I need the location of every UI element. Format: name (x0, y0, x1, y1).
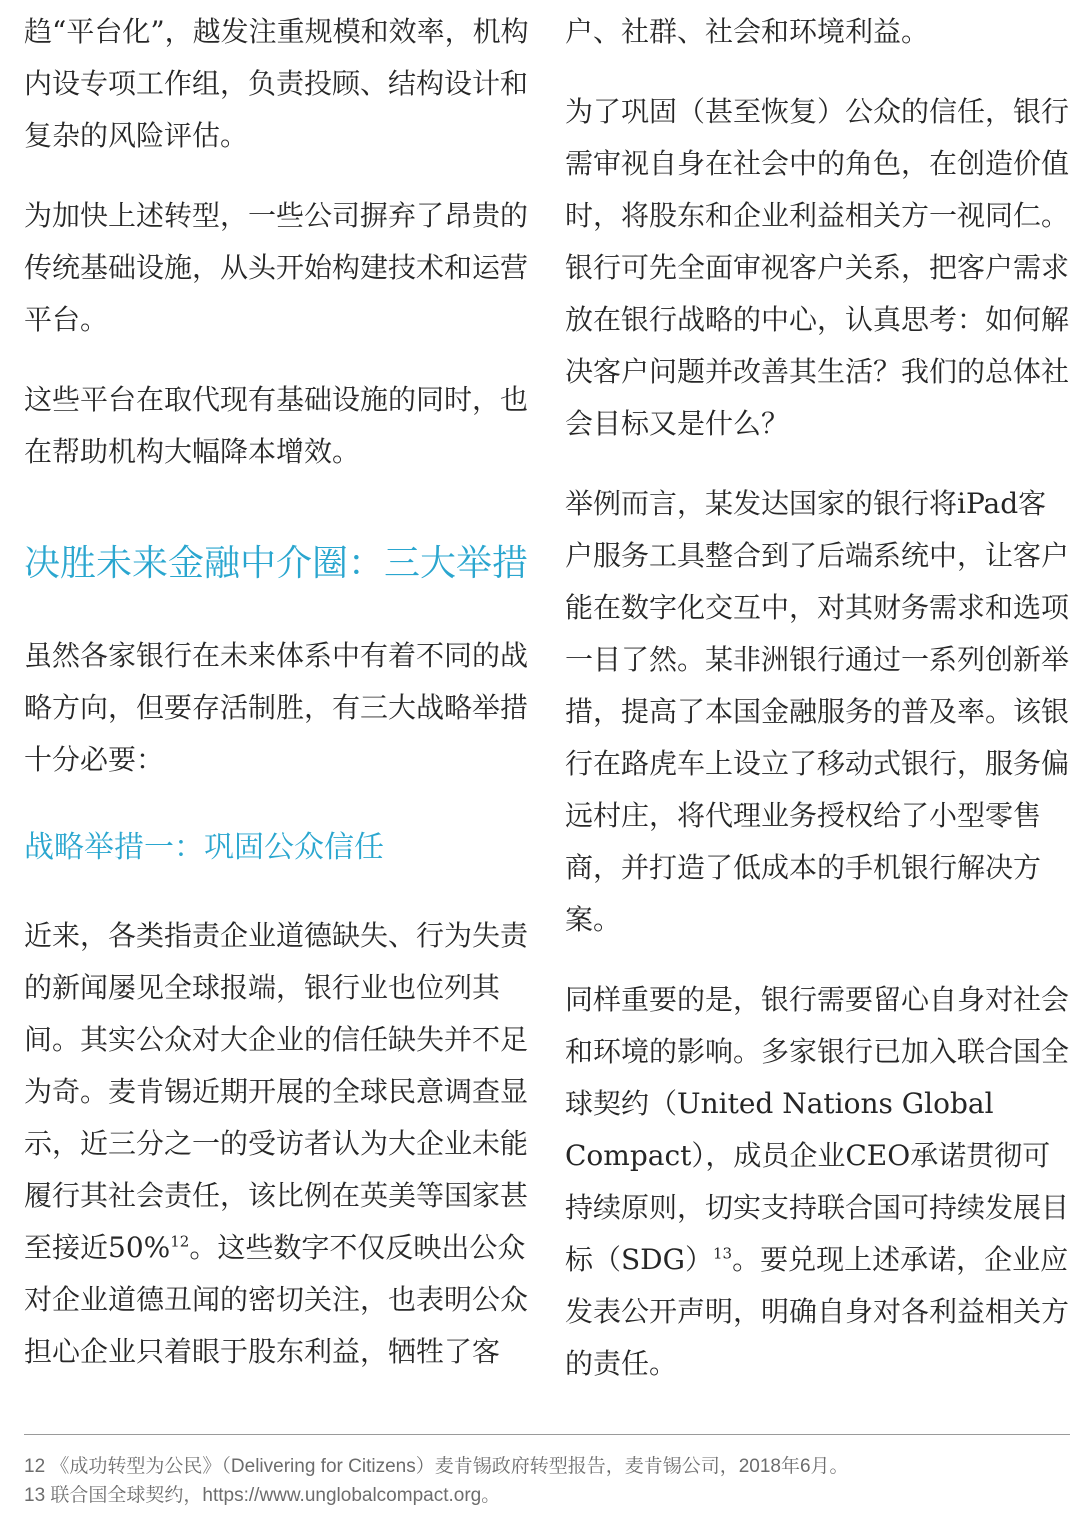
paragraph: 举例而言，某发达国家的银行将iPad客户服务工具整合到了后端系统中，让客户能在数字化交互中，对其财务需求和选项一目了然。某非洲银行通过一系列创新举措，提高了本国金融服务的普及率。该银行在路虎车上设立了移动式银行，服务偏远村庄，将代理业务授权给了小型零售商，并打造了低成本的手机银行解决方案。 (565, 487, 1070, 936)
footnote-ref-13[interactable]: 13 (713, 1244, 733, 1263)
paragraph (565, 974, 1070, 1390)
paragraph-text: 。这些数字不仅反映出公众对企业道德丑闻的密切关注，也表明公众担心企业只着眼于股东利益，牺牲了客 (24, 1231, 529, 1368)
paragraph-text: 。要兑现上述承诺，企业应发表公开声明，明确自身对各利益相关方的责任。 (565, 1243, 1070, 1380)
footnotes (24, 1452, 1070, 1510)
paragraph-text: 同样重要的是，银行需要留心自身对社会和环境的影响。多家银行已加入联合国全球契约（United Nations Global Compact），成员企业CEO承诺贯彻可持续原则，切实支持联合国可持续发展目标（SDG） (565, 983, 1070, 1276)
left-column (24, 0, 534, 1406)
paragraph: 为加快上述转型，一些公司摒弃了昂贵的传统基础设施，从头开始构建技术和运营平台。 (24, 199, 529, 336)
paragraph: 虽然各家银行在未来体系中有着不同的战略方向，但要存活制胜，有三大战略举措十分必要： (24, 639, 529, 776)
paragraph: 为了巩固（甚至恢复）公众的信任，银行需审视自身在社会中的角色，在创造价值时，将股东和企业利益相关方一视同仁。银行可先全面审视客户关系，把客户需求放在银行战略的中心，认真思考：如何解决客户问题并改善其生活？我们的总体社会目标又是什么？ (565, 95, 1070, 440)
paragraph: 这些平台在取代现有基础设施的同时，也在帮助机构大幅降本增效。 (24, 383, 529, 468)
right-column (565, 0, 1070, 1418)
subsection-heading: 战略举措一：巩固公众信任 (24, 830, 384, 865)
section-heading: 决胜未来金融中介圈：三大举措 (24, 543, 529, 584)
paragraph: 趋“平台化”，越发注重规模和效率，机构内设专项工作组，负责投顾、结构设计和复杂的风险评估。 (24, 15, 529, 152)
footnote-12: 12 《成功转型为公民》（Delivering for Citizens）麦肯锡政府转型报告，麦肯锡公司，2018年6月。 (24, 1456, 849, 1477)
footnote-ref-12[interactable]: 12 (170, 1232, 190, 1251)
footnote-13: 13 联合国全球契约，https://www.unglobalcompact.org。 (24, 1485, 501, 1506)
footnote-divider (24, 1434, 1070, 1435)
paragraph (24, 910, 534, 1378)
paragraph-text: 近来，各类指责企业道德缺失、行为失责的新闻屡见全球报端，银行业也位列其间。其实公众对大企业的信任缺失并不足为奇。麦肯锡近期开展的全球民意调查显示，近三分之一的受访者认为大企业未能履行其社会责任，该比例在英美等国家甚至接近50% (24, 919, 529, 1264)
paragraph: 户、社群、社会和环境利益。 (565, 15, 930, 48)
